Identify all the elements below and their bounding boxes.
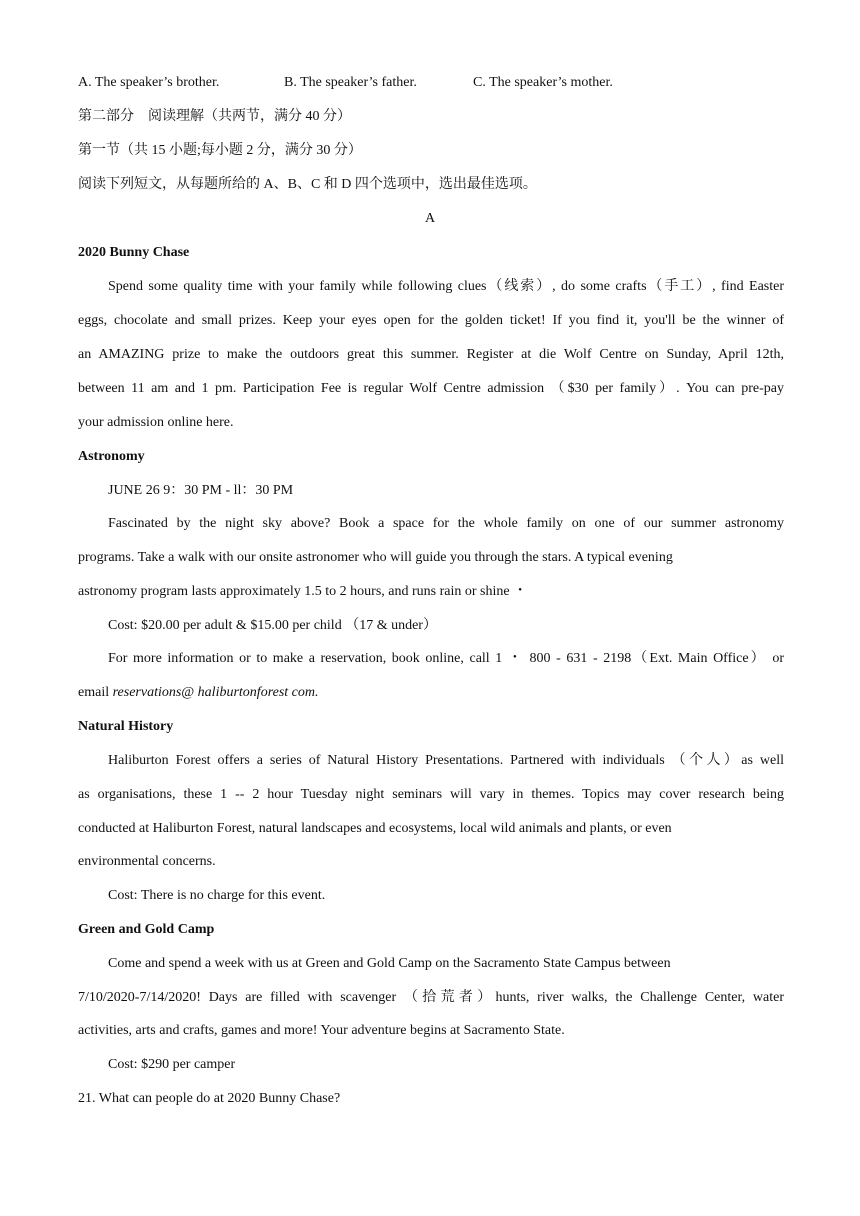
astronomy-line-3: astronomy program lasts approximately 1.5 to 2 hours, and runs rain or shine ・ [78, 584, 528, 599]
bunny-chase-line-5: your admission online here. [78, 415, 234, 430]
astronomy-date: JUNE 26 9：30 PM - ll：30 PM [108, 483, 294, 498]
subsection-title: 第一节（共 15 小题;每小题 2 分，满分 30 分） [78, 143, 362, 158]
bunny-chase-line-2: eggs, chocolate and small prizes. Keep your eyes open for the golden ticket! If you find it, you'll be the winner of [78, 313, 784, 328]
bunny-chase-line-1: Spend some quality time with your family while following clues（线索）, do some crafts（手工）, find Easter [108, 279, 784, 294]
astronomy-contact: For more information or to make a reservation, book online, call 1 ・ 800 - 631 - 2198（Ext. Main Office） or [108, 651, 784, 666]
instructions: 阅读下列短文，从每题所给的 A、B、C 和 D 四个选项中，选出最佳选项。 [78, 177, 537, 192]
natural-history-line-2: as organisations, these 1 -- 2 hour Tuesday night seminars will vary in themes. Topics may cover research being [78, 787, 784, 802]
green-gold-line-1: Come and spend a week with us at Green and Gold Camp on the Sacramento State Campus between [108, 956, 671, 971]
bunny-chase-line-3: an AMAZING prize to make the outdoors great this summer. Register at die Wolf Centre on Sunday, April 12th, [78, 347, 784, 362]
natural-history-line-3: conducted at Haliburton Forest, natural landscapes and ecosystems, local wild animals and plants, or even [78, 821, 672, 836]
natural-history-cost: Cost: There is no charge for this event. [108, 888, 326, 903]
reservation-email: reservations@ haliburtonforest com. [112, 685, 319, 700]
natural-history-heading: Natural History [78, 719, 174, 734]
astronomy-line-1: Fascinated by the night sky above? Book a space for the whole family on one of our summer astronomy [108, 516, 784, 531]
green-gold-cost: Cost: $290 per camper [108, 1057, 236, 1072]
passage-label: A [424, 211, 436, 226]
option-c: C. The speaker’s mother. [473, 75, 613, 90]
option-a: A. The speaker’s brother. [78, 75, 220, 90]
astronomy-heading: Astronomy [78, 449, 145, 464]
question-21: 21. What can people do at 2020 Bunny Chase? [78, 1091, 341, 1106]
natural-history-line-1: Haliburton Forest offers a series of Natural History Presentations. Partnered with individuals （个人）as well [108, 753, 784, 768]
natural-history-line-4: environmental concerns. [78, 854, 216, 869]
part-title: 第二部分 阅读理解（共两节，满分 40 分） [78, 109, 351, 124]
green-gold-heading: Green and Gold Camp [78, 922, 215, 937]
astronomy-line-2: programs. Take a walk with our onsite astronomer who will guide you through the stars. A typical evening [78, 550, 673, 565]
astronomy-cost: Cost: $20.00 per adult & $15.00 per child （17 & under） [108, 618, 437, 633]
bunny-chase-line-4: between 11 am and 1 pm. Participation Fee is regular Wolf Centre admission （$30 per family）. You can pre-pay [78, 381, 784, 396]
astronomy-email-line [78, 684, 784, 702]
option-b: B. The speaker’s father. [284, 75, 417, 90]
email-prefix: email [78, 685, 113, 700]
bunny-chase-heading: 2020 Bunny Chase [78, 245, 190, 260]
green-gold-line-2: 7/10/2020-7/14/2020! Days are filled with scavenger （拾荒者）hunts, river walks, the Challenge Center, water [78, 990, 784, 1005]
green-gold-line-3: activities, arts and crafts, games and more! Your adventure begins at Sacramento State. [78, 1023, 565, 1038]
